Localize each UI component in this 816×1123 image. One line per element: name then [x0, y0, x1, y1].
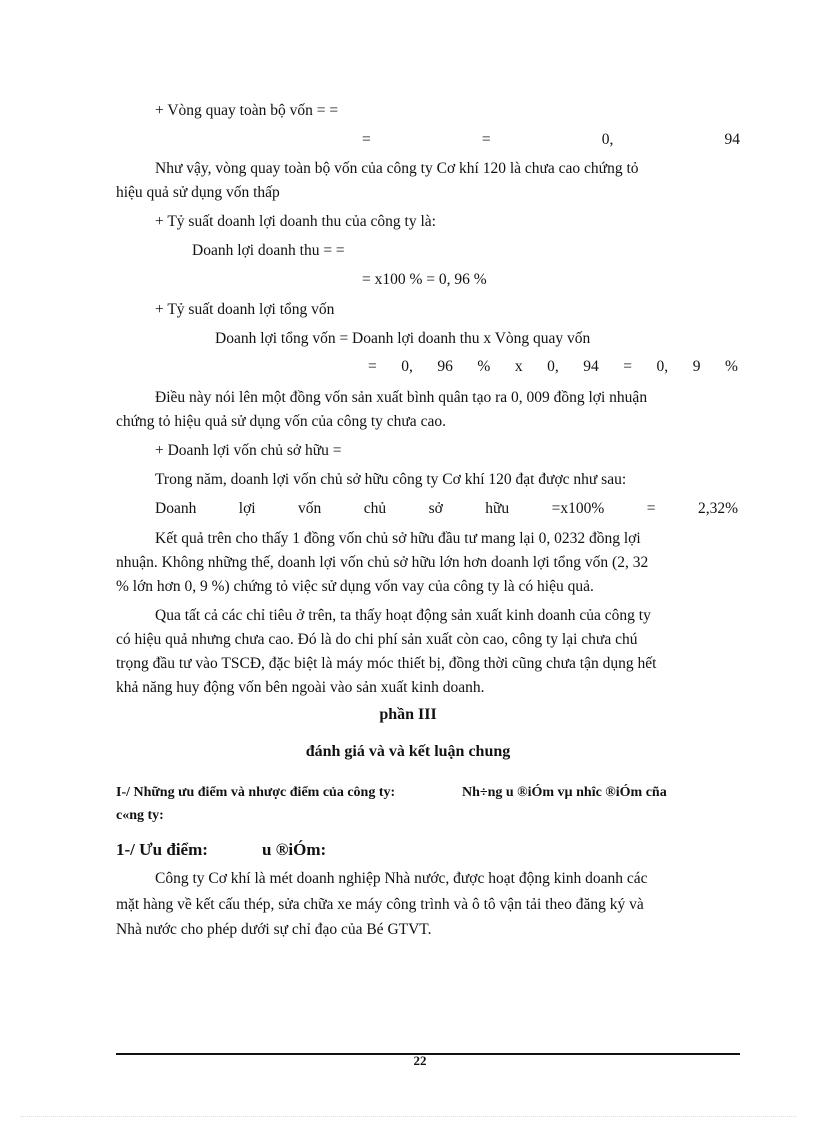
text-line: chứng tỏ hiệu quả sử dụng vốn của công ty chưa cao. — [116, 413, 446, 430]
equation-line — [368, 357, 738, 377]
text-line: Trong năm, doanh lợi vốn chủ sở hữu công ty Cơ khí 120 đạt được như sau: — [155, 471, 627, 488]
garbled-heading-text: Nh÷ng u ®iÓm vµ nhîc ®iÓm cña — [462, 785, 667, 800]
text-line: + Tỷ suất doanh lợi tổng vốn — [155, 301, 335, 318]
equation-token: = — [368, 358, 377, 375]
equation-token: 0, — [656, 358, 669, 375]
text-line: % lớn hơn 0, 9 %) chứng tỏ việc sử dụng vốn vay của công ty là có hiệu quả. — [116, 578, 594, 595]
text-line: Điều này nói lên một đồng vốn sản xuất bình quân tạo ra 0, 009 đồng lợi nhuận — [155, 389, 648, 406]
text-line: hiệu quả sử dụng vốn thấp — [116, 184, 280, 201]
text-line: Qua tất cả các chỉ tiêu ở trên, ta thấy hoạt động sản xuất kinh doanh của công ty — [155, 607, 651, 624]
equation-line — [155, 499, 738, 519]
equation-token: 0, — [601, 131, 614, 148]
text-line: Nhà nước cho phép dưới sự chỉ đạo của Bé GTVT. — [116, 921, 432, 938]
equation-token: vốn — [298, 500, 322, 517]
equation-token: Doanh — [155, 500, 197, 517]
text-line: khả năng huy động vốn bên ngoài vào sản xuất kinh doanh. — [116, 679, 485, 696]
equation-token: 0, — [401, 358, 413, 375]
section-title: đánh giá và và kết luận chung — [305, 743, 511, 760]
equation-line: = x100 % = 0, 96 % — [362, 271, 487, 288]
equation-line — [362, 130, 740, 150]
equation-token: % — [724, 358, 738, 375]
subsubsection-heading: 1-/ Ưu điểm: — [116, 840, 208, 859]
text-line: trọng đầu tư vào TSCĐ, đặc biệt là máy móc thiết bị, đồng thời cũng chưa tận dụng hết — [116, 655, 657, 672]
subsection-heading: I-/ Những ưu điểm và nhược điểm của công ty: — [116, 785, 396, 800]
text-line: Kết quả trên cho thấy 1 đồng vốn chủ sở hữu đầu tư mang lại 0, 0232 đồng lợi — [155, 530, 641, 547]
equation-token: sở — [428, 500, 443, 517]
equation-token: = — [623, 358, 633, 375]
text-line: mặt hàng về kết cấu thép, sửa chữa xe máy công trình và ô tô vận tải theo đăng ký và — [116, 896, 644, 913]
page-number: 22 — [413, 1053, 427, 1068]
garbled-heading-text: c«ng ty: — [116, 808, 164, 823]
equation-token: 2,32% — [697, 500, 738, 517]
garbled-heading-text: u ®iÓm: — [262, 840, 327, 859]
part-title: phần III — [379, 706, 437, 723]
equation-token: =x100% — [551, 500, 605, 517]
equation-token: lợi — [238, 500, 256, 517]
equation-token: chủ — [363, 500, 387, 517]
equation-token: x — [514, 358, 523, 375]
equation-token: = — [481, 131, 491, 148]
equation-token: = — [646, 500, 656, 517]
text-line: Công ty Cơ khí là mét doanh nghiệp Nhà nước, được hoạt động kinh doanh các — [155, 870, 648, 887]
equation-line: Doanh lợi tổng vốn = Doanh lợi doanh thu x Vòng quay vốn — [215, 330, 591, 347]
equation-token: 9 — [692, 358, 701, 375]
text-line: có hiệu quả nhưng chưa cao. Đó là do chi phí sản xuất còn cao, công ty lại chưa chú — [116, 631, 638, 648]
text-line: + Vòng quay toàn bộ vốn = = — [155, 102, 339, 119]
page-bottom-border — [20, 1116, 796, 1117]
equation-token: 96 — [437, 358, 453, 375]
equation-token: 0, — [547, 358, 559, 375]
equation-token: hữu — [485, 500, 510, 517]
equation-token: = — [362, 131, 371, 148]
equation-token: 94 — [724, 131, 740, 148]
text-line: Doanh lợi doanh thu = = — [192, 242, 345, 259]
text-line: Như vậy, vòng quay toàn bộ vốn của công ty Cơ khí 120 là chưa cao chứng tỏ — [155, 160, 639, 177]
equation-token: 94 — [583, 358, 599, 375]
text-line: + Tỷ suất doanh lợi doanh thu của công ty là: — [155, 213, 436, 230]
equation-token: % — [477, 358, 491, 375]
text-line: nhuận. Không những thế, doanh lợi vốn chủ sở hữu lớn hơn doanh lợi tổng vốn (2, 32 — [116, 554, 649, 571]
text-line: + Doanh lợi vốn chủ sở hữu = — [155, 442, 342, 459]
